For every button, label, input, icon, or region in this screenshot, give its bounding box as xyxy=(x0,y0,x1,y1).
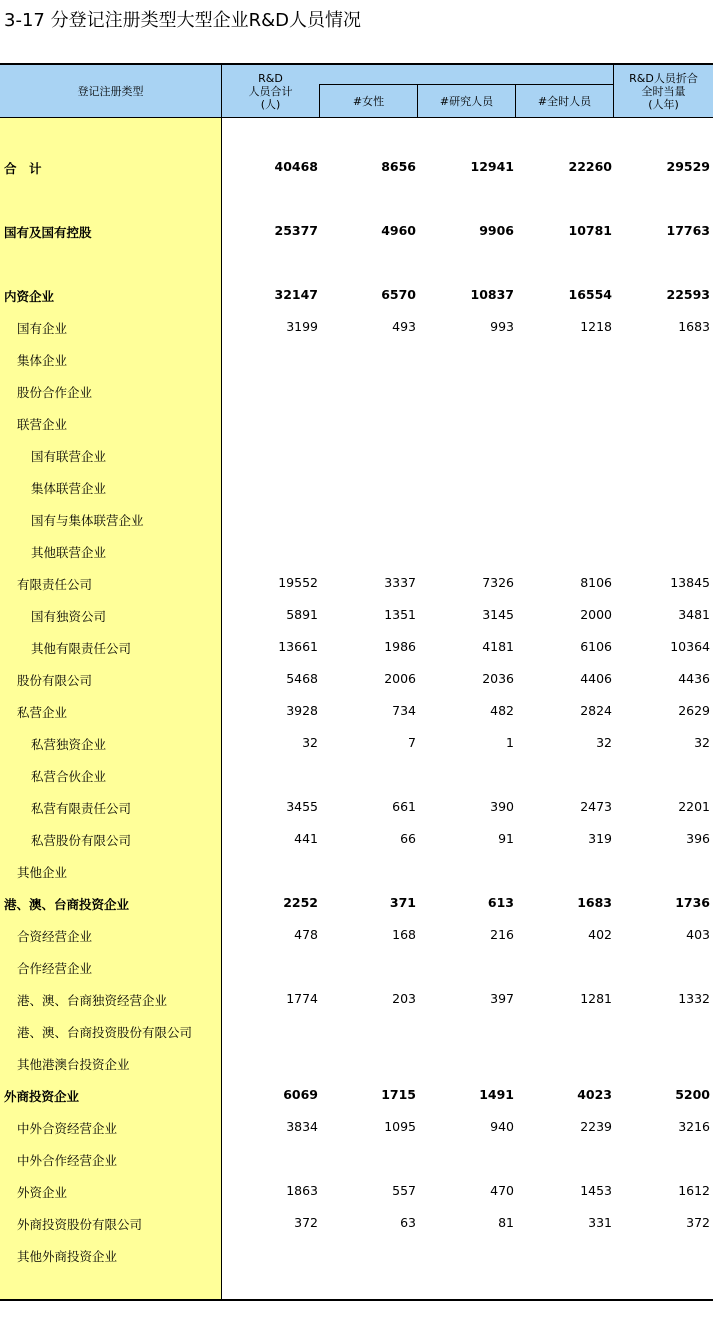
cell-value: 9906 xyxy=(479,223,514,238)
header-divider xyxy=(613,65,614,117)
cell-value: 8656 xyxy=(381,159,416,174)
cell-value: 40468 xyxy=(274,159,318,174)
cell-value: 1351 xyxy=(384,607,416,622)
cell-value: 396 xyxy=(686,831,710,846)
table-row xyxy=(0,956,713,976)
table-row xyxy=(0,540,713,560)
cell-value: 2252 xyxy=(283,895,318,910)
cell-value: 32 xyxy=(596,735,612,750)
cell-value: 2239 xyxy=(580,1119,612,1134)
cell-value: 1 xyxy=(506,735,514,750)
cell-value: 25377 xyxy=(274,223,318,238)
cell-value: 10364 xyxy=(670,639,710,654)
row-label: 国有及国有控股 xyxy=(4,225,92,240)
table-row xyxy=(0,1084,713,1104)
cell-value: 613 xyxy=(487,895,514,910)
header-fte-line1: R&D人员折合 xyxy=(629,71,698,85)
header-divider xyxy=(417,84,418,117)
cell-value: 2629 xyxy=(678,703,710,718)
table-row xyxy=(0,1212,713,1232)
row-label: 股份有限公司 xyxy=(17,673,93,688)
cell-value: 331 xyxy=(588,1215,612,1230)
cell-value: 32147 xyxy=(274,287,318,302)
cell-value: 4960 xyxy=(381,223,416,238)
cell-value: 19552 xyxy=(278,575,318,590)
cell-value: 397 xyxy=(490,991,514,1006)
row-label: 其他有限责任公司 xyxy=(31,641,132,656)
cell-value: 13845 xyxy=(670,575,710,590)
row-label: 港、澳、台商投资股份有限公司 xyxy=(17,1025,193,1040)
cell-value: 1774 xyxy=(286,991,318,1006)
cell-value: 63 xyxy=(400,1215,416,1230)
table-row xyxy=(0,220,713,240)
table-row xyxy=(0,892,713,912)
header-researcher: #研究人员 xyxy=(439,94,494,108)
cell-value: 3216 xyxy=(678,1119,710,1134)
row-label: 私营股份有限公司 xyxy=(31,833,132,848)
table-row xyxy=(0,572,713,592)
row-label: 私营独资企业 xyxy=(31,737,107,752)
row-label: 外资企业 xyxy=(17,1185,68,1200)
cell-value: 402 xyxy=(588,927,612,942)
table-row xyxy=(0,1116,713,1136)
table-row xyxy=(0,156,713,176)
cell-value: 1683 xyxy=(577,895,612,910)
cell-value: 1218 xyxy=(580,319,612,334)
cell-value: 1736 xyxy=(675,895,710,910)
row-label: 中外合作经营企业 xyxy=(17,1153,118,1168)
cell-value: 3455 xyxy=(286,799,318,814)
row-label: 内资企业 xyxy=(4,289,55,304)
cell-value: 3834 xyxy=(286,1119,318,1134)
table-row xyxy=(0,1052,713,1072)
cell-value: 6069 xyxy=(283,1087,318,1102)
cell-value: 482 xyxy=(490,703,514,718)
cell-value: 6570 xyxy=(381,287,416,302)
row-label: 外商投资股份有限公司 xyxy=(17,1217,143,1232)
row-label: 国有企业 xyxy=(17,321,68,336)
header-divider xyxy=(319,84,320,117)
cell-value: 7 xyxy=(408,735,416,750)
header-category: 登记注册类型 xyxy=(77,84,144,98)
table-row xyxy=(0,284,713,304)
cell-value: 7326 xyxy=(482,575,514,590)
cell-value: 216 xyxy=(490,927,514,942)
cell-value: 372 xyxy=(294,1215,318,1230)
row-label: 中外合资经营企业 xyxy=(17,1121,118,1136)
table-row xyxy=(0,380,713,400)
header-divider xyxy=(221,65,222,117)
cell-value: 1683 xyxy=(678,319,710,334)
row-label: 联营企业 xyxy=(17,417,68,432)
table-row xyxy=(0,828,713,848)
table-row xyxy=(0,668,713,688)
cell-value: 12941 xyxy=(470,159,514,174)
table-row xyxy=(0,604,713,624)
cell-value: 3145 xyxy=(482,607,514,622)
header-subrule xyxy=(320,84,614,85)
row-label: 集体联营企业 xyxy=(31,481,107,496)
header-divider xyxy=(515,84,516,117)
row-label: 有限责任公司 xyxy=(17,577,93,592)
table-row xyxy=(0,924,713,944)
cell-value: 10781 xyxy=(568,223,612,238)
cell-value: 5891 xyxy=(286,607,318,622)
row-label: 集体企业 xyxy=(17,353,68,368)
cell-value: 17763 xyxy=(666,223,710,238)
row-label: 国有与集体联营企业 xyxy=(31,513,144,528)
cell-value: 13661 xyxy=(278,639,318,654)
cell-value: 91 xyxy=(498,831,514,846)
row-label: 合作经营企业 xyxy=(17,961,93,976)
header-total-line1: R&D xyxy=(258,71,283,85)
cell-value: 168 xyxy=(392,927,416,942)
header-total xyxy=(222,65,319,117)
cell-value: 2036 xyxy=(482,671,514,686)
cell-value: 661 xyxy=(392,799,416,814)
table-row xyxy=(0,1020,713,1040)
cell-value: 441 xyxy=(294,831,318,846)
row-label: 其他港澳台投资企业 xyxy=(17,1057,130,1072)
cell-value: 1332 xyxy=(678,991,710,1006)
cell-value: 2000 xyxy=(580,607,612,622)
header-female: #女性 xyxy=(352,94,385,108)
cell-value: 993 xyxy=(490,319,514,334)
table-row xyxy=(0,764,713,784)
cell-value: 403 xyxy=(686,927,710,942)
cell-value: 66 xyxy=(400,831,416,846)
row-label: 外商投资企业 xyxy=(4,1089,80,1104)
cell-value: 4436 xyxy=(678,671,710,686)
cell-value: 478 xyxy=(294,927,318,942)
header-total-line2: 人员合计 xyxy=(248,84,293,98)
table-header xyxy=(0,65,713,117)
table-row xyxy=(0,444,713,464)
table-row xyxy=(0,412,713,432)
row-label: 股份合作企业 xyxy=(17,385,93,400)
table-row xyxy=(0,316,713,336)
table-row xyxy=(0,796,713,816)
cell-value: 493 xyxy=(392,319,416,334)
cell-value: 3928 xyxy=(286,703,318,718)
table-row xyxy=(0,860,713,880)
cell-value: 1863 xyxy=(286,1183,318,1198)
row-label: 其他外商投资企业 xyxy=(17,1249,118,1264)
cell-value: 557 xyxy=(392,1183,416,1198)
row-label: 港、澳、台商投资企业 xyxy=(4,897,130,912)
table-row xyxy=(0,1148,713,1168)
row-label: 国有独资公司 xyxy=(31,609,107,624)
cell-value: 1715 xyxy=(381,1087,416,1102)
table-row xyxy=(0,1180,713,1200)
cell-value: 2473 xyxy=(580,799,612,814)
row-label: 国有联营企业 xyxy=(31,449,107,464)
header-fte-line3: (人年) xyxy=(648,97,679,111)
cell-value: 32 xyxy=(302,735,318,750)
cell-value: 22593 xyxy=(666,287,710,302)
cell-value: 2824 xyxy=(580,703,612,718)
cell-value: 29529 xyxy=(666,159,710,174)
cell-value: 5200 xyxy=(675,1087,710,1102)
table-row xyxy=(0,988,713,1008)
table-row xyxy=(0,348,713,368)
cell-value: 4181 xyxy=(482,639,514,654)
cell-value: 372 xyxy=(686,1215,710,1230)
cell-value: 81 xyxy=(498,1215,514,1230)
cell-value: 1281 xyxy=(580,991,612,1006)
cell-value: 10837 xyxy=(470,287,514,302)
bottom-rule xyxy=(0,1299,713,1301)
cell-value: 5468 xyxy=(286,671,318,686)
cell-value: 32 xyxy=(694,735,710,750)
table-row xyxy=(0,508,713,528)
table-title: 3-17 分登记注册类型大型企业R&D人员情况 xyxy=(4,10,361,31)
cell-value: 2201 xyxy=(678,799,710,814)
cell-value: 8106 xyxy=(580,575,612,590)
row-label: 港、澳、台商独资经营企业 xyxy=(17,993,168,1008)
cell-value: 470 xyxy=(490,1183,514,1198)
cell-value: 4023 xyxy=(577,1087,612,1102)
table-row xyxy=(0,1244,713,1264)
cell-value: 22260 xyxy=(568,159,612,174)
cell-value: 940 xyxy=(490,1119,514,1134)
table-row xyxy=(0,732,713,752)
row-label: 其他联营企业 xyxy=(31,545,107,560)
table-row xyxy=(0,700,713,720)
table-row xyxy=(0,476,713,496)
cell-value: 16554 xyxy=(568,287,612,302)
row-label: 合 计 xyxy=(4,161,42,176)
cell-value: 3481 xyxy=(678,607,710,622)
cell-value: 1491 xyxy=(479,1087,514,1102)
cell-value: 390 xyxy=(490,799,514,814)
header-fulltime: #全时人员 xyxy=(537,94,592,108)
row-label: 合资经营企业 xyxy=(17,929,93,944)
row-label: 私营有限责任公司 xyxy=(31,801,132,816)
cell-value: 2006 xyxy=(384,671,416,686)
cell-value: 6106 xyxy=(580,639,612,654)
cell-value: 319 xyxy=(588,831,612,846)
row-label: 私营企业 xyxy=(17,705,68,720)
header-fte-line2: 全时当量 xyxy=(641,84,686,98)
header-total-line3: (人) xyxy=(260,97,281,111)
cell-value: 1986 xyxy=(384,639,416,654)
cell-value: 3337 xyxy=(384,575,416,590)
cell-value: 1453 xyxy=(580,1183,612,1198)
cell-value: 4406 xyxy=(580,671,612,686)
cell-value: 371 xyxy=(389,895,416,910)
cell-value: 203 xyxy=(392,991,416,1006)
cell-value: 3199 xyxy=(286,319,318,334)
row-label: 其他企业 xyxy=(17,865,68,880)
cell-value: 734 xyxy=(392,703,416,718)
cell-value: 1095 xyxy=(384,1119,416,1134)
cell-value: 1612 xyxy=(678,1183,710,1198)
row-label: 私营合伙企业 xyxy=(31,769,107,784)
table-row xyxy=(0,636,713,656)
header-fte xyxy=(614,65,713,117)
